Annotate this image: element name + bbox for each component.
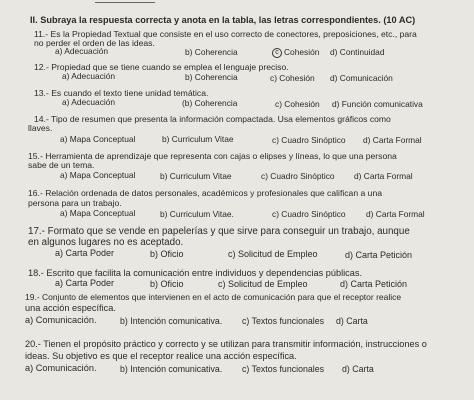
q19-option-a: a) Comunicación. bbox=[25, 315, 97, 325]
question-19-line-1: 19.- Conjunto de elementos que intervienen en el acto de comunicación para que el receptor realice bbox=[25, 292, 402, 302]
q11-option-d: d) Continuidad bbox=[330, 47, 385, 57]
q16-option-d: d) Carta Formal bbox=[366, 209, 425, 219]
q14-option-a: a) Mapa Conceptual bbox=[60, 134, 136, 144]
q11-option-c bbox=[272, 47, 319, 58]
q11-option-c-text: Cohesión bbox=[284, 47, 320, 57]
question-12-line-1: 12.- Propiedad que se tiene cuando se emplea el lenguaje preciso. bbox=[34, 62, 289, 72]
q12-option-b: b) Coherencia bbox=[185, 72, 238, 82]
q12-option-c: c) Cohesión bbox=[270, 73, 315, 83]
q13-option-d: d) Función comunicativa bbox=[332, 99, 423, 109]
top-rule bbox=[95, 2, 155, 3]
q16-option-b: b) Curriculum Vitae. bbox=[160, 209, 234, 219]
q20-option-d: d) Carta bbox=[342, 364, 374, 374]
q16-option-a: a) Mapa Conceptual bbox=[60, 208, 136, 218]
question-19-line-2: una acción específica. bbox=[25, 303, 116, 313]
question-11-line-1: 11.- Es la Propiedad Textual que consiste en el uso correcto de conectores, preposiciones, etc., para bbox=[34, 29, 417, 39]
question-15-line-1: 15.- Herramienta de aprendizaje que representa con cajas o elipses y líneas, lo que una persona bbox=[28, 151, 397, 161]
q17-option-a: a) Carta Poder bbox=[55, 248, 115, 258]
q15-option-c: c) Cuadro Sinóptico bbox=[261, 171, 335, 181]
q20-option-a: a) Comunicación. bbox=[25, 363, 97, 373]
q17-option-c: c) Solicitud de Empleo bbox=[228, 249, 318, 259]
q15-option-b: b) Curriculum Vitae bbox=[160, 171, 232, 181]
q20-option-b: b) Intención comunicativa. bbox=[120, 364, 223, 374]
q18-option-b: b) Oficio bbox=[150, 279, 184, 289]
question-11-line-2: no perder el orden de las ideas. bbox=[34, 38, 155, 48]
question-20-line-1: 20.- Tienen el propósito práctico y correcto y se utilizan para transmitir información, instrucciones o bbox=[25, 339, 427, 349]
question-17-line-1: 17.- Formato que se vende en papelerías y que sirve para conseguir un trabajo, aunque bbox=[28, 226, 410, 237]
question-16-line-2: persona para un trabajo. bbox=[28, 198, 122, 208]
q19-option-d: d) Carta bbox=[336, 316, 368, 326]
question-13-line-1: 13.- Es cuando el texto tiene unidad temática. bbox=[34, 88, 209, 98]
q11-option-a: a) Adecuación bbox=[55, 46, 109, 56]
q13-option-b: (b) Coherencia bbox=[182, 98, 238, 108]
q16-option-c: c) Cuadro Sinóptico bbox=[272, 209, 346, 219]
q19-option-c: c) Textos funcionales bbox=[242, 316, 324, 326]
q14-option-d: d) Carta Formal bbox=[363, 135, 422, 145]
q18-option-c: c) Solicitud de Empleo bbox=[218, 279, 308, 289]
section-heading: II. Subraya la respuesta correcta y anota en la tabla, las letras correspondientes. (10 AC) bbox=[30, 15, 416, 25]
q17-option-d: d) Carta Petición bbox=[345, 250, 413, 260]
q14-option-c: c) Cuadro Sinóptico bbox=[272, 135, 346, 145]
question-20-line-2: ideas. Su objetivo es que el receptor realice una acción específica. bbox=[25, 351, 297, 361]
q14-option-b: b) Curriculum Vitae bbox=[162, 134, 234, 144]
q15-option-d: d) Carta Formal bbox=[354, 171, 413, 181]
q12-option-a: a) Adecuación bbox=[62, 71, 116, 81]
q18-option-a: a) Carta Poder bbox=[55, 278, 115, 288]
q13-option-a: a) Adecuación bbox=[62, 97, 116, 107]
question-16-line-1: 16.- Relación ordenada de datos personales, académicos y profesionales que califican a una bbox=[28, 188, 383, 198]
circled-answer-mark: c bbox=[272, 48, 282, 58]
q18-option-d: d) Carta Petición bbox=[340, 279, 408, 289]
q17-option-b: b) Oficio bbox=[150, 249, 184, 259]
question-14-line-2: llaves. bbox=[28, 123, 53, 133]
question-18-line-1: 18.- Escrito que facilita la comunicación entre individuos y dependencias públicas. bbox=[28, 268, 363, 278]
q12-option-d: d) Comunicación bbox=[330, 73, 393, 83]
q19-option-b: b) Intención comunicativa. bbox=[120, 316, 223, 326]
q20-option-c: c) Textos funcionales bbox=[242, 364, 324, 374]
question-15-line-2: sabe de un tema. bbox=[28, 160, 95, 170]
question-17-line-2: en algunos lugares no es aceptado. bbox=[28, 237, 184, 248]
q15-option-a: a) Mapa Conceptual bbox=[60, 170, 136, 180]
q13-option-c: c) Cohesión bbox=[275, 99, 320, 109]
question-14-line-1: 14.- Tipo de resumen que presenta la información compactada. Usa elementos gráficos como bbox=[34, 114, 391, 124]
q11-option-b: b) Coherencia bbox=[185, 47, 238, 57]
